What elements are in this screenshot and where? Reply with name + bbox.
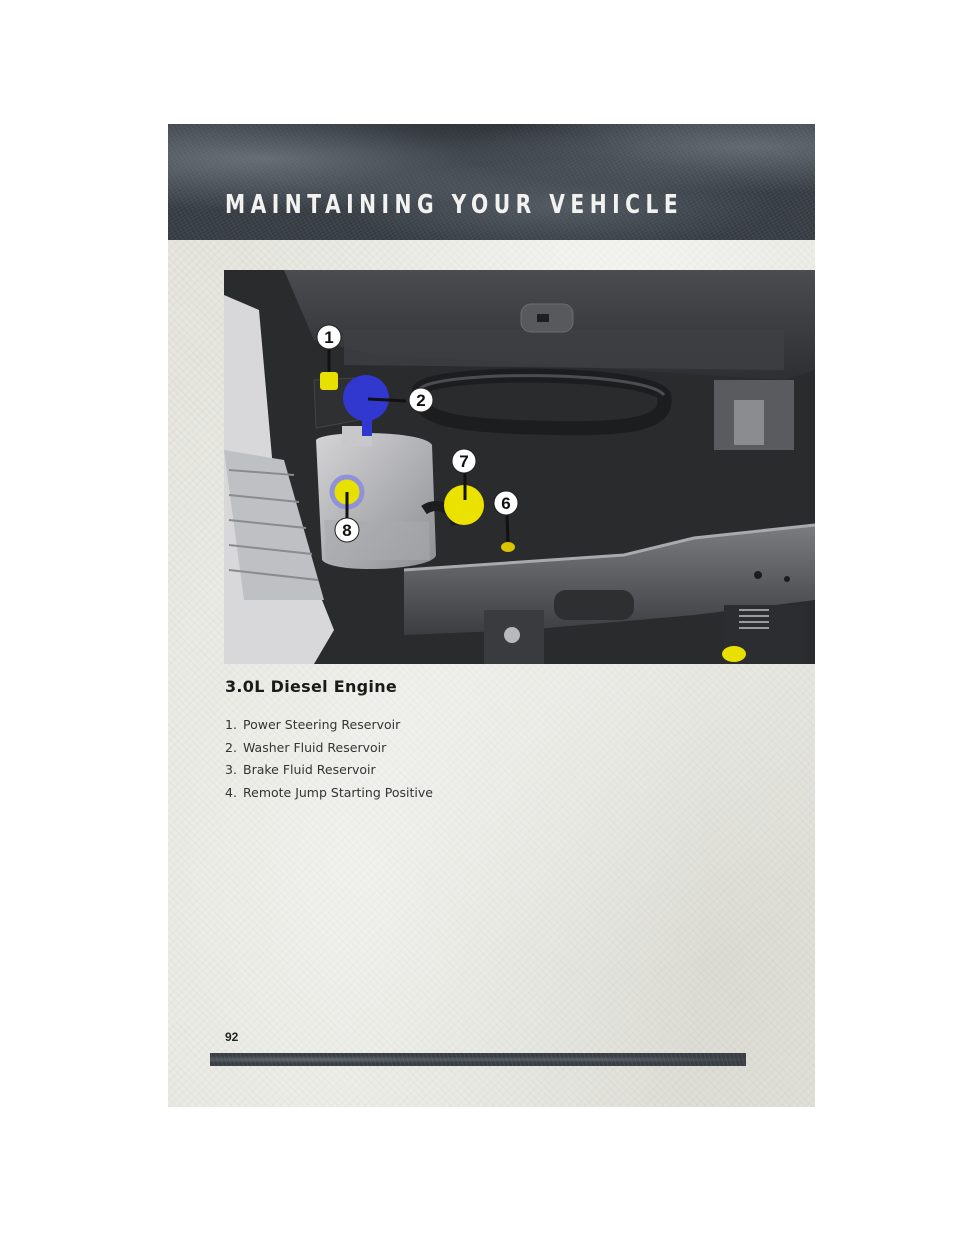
list-item: 3. Brake Fluid Reservoir xyxy=(225,762,376,778)
callout-8 xyxy=(335,518,359,542)
svg-text:1: 1 xyxy=(324,328,334,347)
svg-text:8: 8 xyxy=(342,521,352,540)
washer-fluid-cap xyxy=(343,375,389,421)
page-number: 92 xyxy=(225,1030,239,1044)
svg-text:7: 7 xyxy=(459,452,469,471)
engine-compartment-illustration xyxy=(224,270,815,664)
power-steering-cap xyxy=(320,372,338,390)
component-legend-list xyxy=(225,717,433,807)
list-item: 1. Power Steering Reservoir xyxy=(225,717,401,732)
callout-2 xyxy=(409,388,433,412)
section-header-banner xyxy=(168,124,815,240)
callout-6 xyxy=(494,491,518,515)
section-title: MAINTAINING YOUR VEHICLE xyxy=(225,190,684,220)
svg-text:2: 2 xyxy=(416,391,426,410)
figure-caption: 3.0L Diesel Engine xyxy=(225,677,398,696)
svg-text:6: 6 xyxy=(501,494,511,513)
callout-1 xyxy=(317,325,341,349)
footer-bar xyxy=(210,1053,746,1066)
dipstick-handle xyxy=(501,542,515,552)
list-item: 2. Washer Fluid Reservoir xyxy=(225,739,387,755)
callout-7 xyxy=(452,449,476,473)
list-item: 4. Remote Jump Starting Positive xyxy=(225,784,433,800)
manual-page xyxy=(168,124,815,1107)
